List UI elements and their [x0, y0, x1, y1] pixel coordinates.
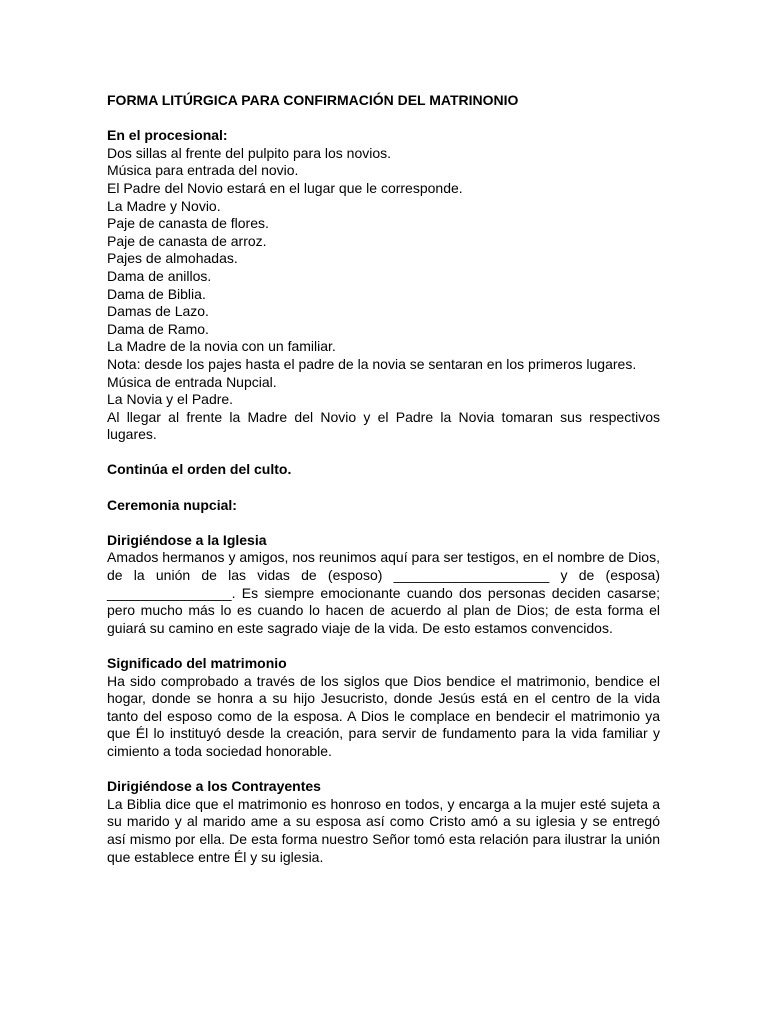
procesional-line: Dama de Ramo. — [107, 320, 209, 337]
procesional-line: Paje de canasta de arroz. — [107, 232, 267, 249]
significado-paragraph: Ha sido comprobado a través de los siglos que Dios bendice el matrimonio, bendice el hogar, donde se honra a su hijo Jesucristo, donde Jesús está en el centro de la vida tanto del esposo como de la esposa. A Dios le complace en bendecir el matrimonio ya que Él lo instituyó desde la creación, para servir de fundamento para la vida familiar y cimiento a toda sociedad honorable. — [107, 672, 660, 759]
spacer — [107, 761, 660, 779]
procesional-line: Música de entrada Nupcial. — [107, 373, 277, 390]
spacer — [107, 514, 660, 532]
document-page — [107, 92, 660, 866]
procesional-line: El Padre del Novio estará en el lugar que le corresponde. — [107, 179, 463, 196]
procesional-line: Paje de canasta de flores. — [107, 215, 269, 232]
document-title: FORMA LITÚRGICA PARA CONFIRMACIÓN DEL MATRINONIO — [107, 92, 519, 108]
iglesia-paragraph: Amados hermanos y amigos, nos reunimos aquí para ser testigos, en el nombre de Dios, de la unión de las vidas de (esposo) ____________________ y de (esposa) ________________. Es siempre emocionante cuando dos personas deciden casarse; pero mucho más lo es cuando lo hacen de acuerdo al plan de Dios; de esta forma el guiará su camino en este sagrado viaje de la vida. De esto estamos convencidos. — [107, 549, 660, 636]
procesional-line: La Novia y el Padre. — [107, 391, 234, 408]
spacer — [107, 444, 660, 462]
procesional-closing: Al llegar al frente la Madre del Novio y el Padre la Novia tomaran sus respectivos lugares. — [107, 408, 660, 443]
contrayentes-paragraph: La Biblia dice que el matrimonio es honroso en todos, y encarga a la mujer esté sujeta a su marido y al marido ame a su esposa así como Cristo amó a su iglesia y se entregó así mismo por ella. De esta forma nuestro Señor tomó esta relación para ilustrar la unión que establece entre Él y su iglesia. — [107, 795, 660, 865]
spacer — [107, 479, 660, 497]
procesional-line: La Madre y Novio. — [107, 197, 221, 214]
procesional-line: Música para entrada del novio. — [107, 162, 299, 179]
procesional-heading: En el procesional: — [107, 127, 228, 144]
procesional-line: Dama de Biblia. — [107, 285, 206, 302]
significado-heading: Significado del matrimonio — [107, 655, 287, 671]
procesional-line: La Madre de la novia con un familiar. — [107, 338, 336, 355]
spacer — [107, 110, 660, 128]
procesional-line: Damas de Lazo. — [107, 303, 209, 320]
procesional-line: Dos sillas al frente del pulpito para los novios. — [107, 144, 392, 161]
contrayentes-heading: Dirigiéndose a los Contrayentes — [107, 778, 321, 795]
continua-heading: Continúa el orden del culto. — [107, 461, 292, 478]
ceremonia-heading: Ceremonia nupcial: — [107, 496, 237, 513]
procesional-line: Dama de anillos. — [107, 267, 212, 284]
procesional-note: Nota: desde los pajes hasta el padre de la novia se sentaran en los primeros lugares. — [107, 355, 637, 372]
procesional-line: Pajes de almohadas. — [107, 250, 238, 267]
spacer — [107, 637, 660, 655]
iglesia-heading: Dirigiéndose a la Iglesia — [107, 531, 267, 548]
